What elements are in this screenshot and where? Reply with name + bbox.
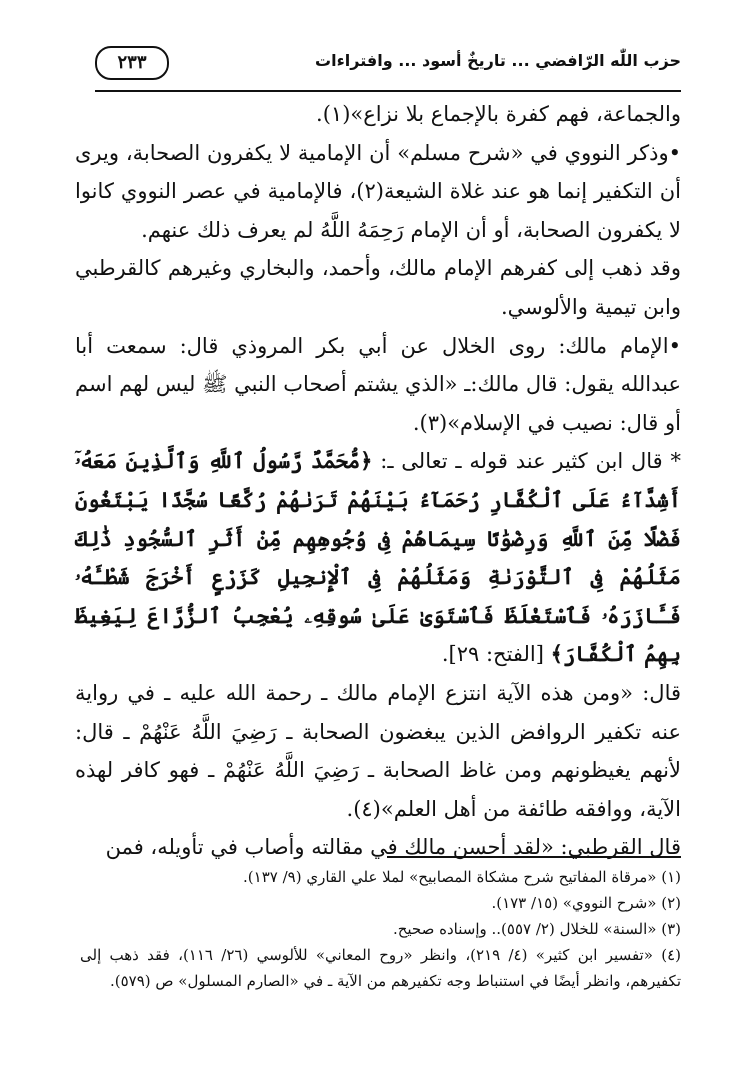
footnotes: [80, 864, 681, 994]
verse-reference: [الفتح: ٢٩].: [441, 642, 551, 667]
running-title: حزب اللّٰه الرّافضي ... تاريخٌ أسود ... وافتراءات: [315, 51, 681, 70]
page-header: [95, 38, 681, 92]
paragraph-continuation: والجماعة، فهم كفرة بالإجماع بلا نزاع»(١).: [316, 102, 681, 126]
footnote-1: (١) «مرقاة المفاتيح شرح مشكاة المصابيح» لملا علي القاري (٩/ ١٣٧).: [243, 868, 681, 886]
main-text: [75, 95, 681, 867]
footnote-4: (٤) «تفسير ابن كثير» (٤/ ٢١٩)، وانظر «روح المعاني» للألوسي (٢٦/ ١١٦)، فقد ذهب إلى تكفيرهم، وانظر أيضًا في استنباط وجه تكفيرهم من الآية ـ في «الصارم المسلول» ص (٥٧٩).: [80, 946, 681, 990]
quran-verse: ﴿مُّحَمَّدٌ رَّسُولُ ٱللَّهِ وَٱلَّذِينَ مَعَهُۥٓ أَشِدَّآءُ عَلَى ٱلْكُفَّارِ رُحَمَآءُ بَيْنَهُمْ تَرَىٰهُمْ رُكَّعًا سُجَّدًا يَبْتَغُونَ فَضْلًا مِّنَ ٱللَّهِ وَرِضْوَٰنًا سِيمَاهُمْ فِى وُجُوهِهِم مِّنْ أَثَرِ ٱلسُّجُودِ ذَٰلِكَ مَثَلُهُمْ فِى ٱلتَّوْرَىٰةِ وَمَثَلُهُمْ فِى ٱلْإِنجِيلِ كَزَرْعٍ أَخْرَجَ شَطْـَٔهُۥ فَـَٔازَرَهُۥ فَٱسْتَغْلَظَ فَٱسْتَوَىٰ عَلَىٰ سُوقِهِۦ يُعْجِبُ ٱلزُّرَّاعَ لِيَغِيظَ بِهِمُ ٱلْكُفَّارَ﴾: [75, 448, 681, 667]
paragraph-qurtubi: قال القرطبي: «لقد أحسن مالك في مقالته وأصاب في تأويله، فمن: [105, 835, 681, 860]
paragraph-imam-malik: •الإمام مالك: روى الخلال عن أبي بكر المروذي قال: سمعت أبا عبدالله يقول: قال مالك:ـ «الذي يشتم أصحاب النبي ﷺ ليس لهم اسم أو قال: نصيب في الإسلام»(٣).: [75, 333, 681, 435]
paragraph-nawawi: •وذكر النووي في «شرح مسلم» أن الإمامية لا يكفرون الصحابة، ويرى أن التكفير إنما هو عند غلاة الشيعة(٢)، فالإمامية في عصر النووي كانوا لا يكفرون الصحابة، أو أن الإمام رَحِمَهُ اللَّهُ لم يعرف ذلك عنهم.: [75, 140, 681, 242]
ibn-kathir-intro: * قال ابن كثير عند قوله ـ تعالى ـ:: [372, 449, 681, 474]
paragraph-ibn-kathir: [75, 442, 681, 674]
page-number: ٢٣٣: [95, 46, 169, 80]
footnote-2: (٢) «شرح النووي» (١٥/ ١٧٣).: [491, 894, 681, 912]
footnote-divider: [387, 856, 681, 858]
paragraph-scholars: وقد ذهب إلى كفرهم الإمام مالك، وأحمد، والبخاري وغيرهم كالقرطبي وابن تيمية والألوسي.: [75, 256, 681, 319]
footnote-3: (٣) «السنة» للخلال (٢/ ٥٥٧).. وإسناده صحيح.: [392, 920, 681, 938]
paragraph-quote: قال: «ومن هذه الآية انتزع الإمام مالك ـ رحمة الله عليه ـ في رواية عنه تكفير الروافض الذين يبغضون الصحابة ـ رَضِيَ اللَّهُ عَنْهُمْ ـ قال: لأنهم يغيظونهم ومن غاظ الصحابة ـ رَضِيَ اللَّهُ عَنْهُمْ ـ فهو كافر لهذه الآية، ووافقه طائفة من أهل العلم»(٤).: [75, 680, 682, 821]
